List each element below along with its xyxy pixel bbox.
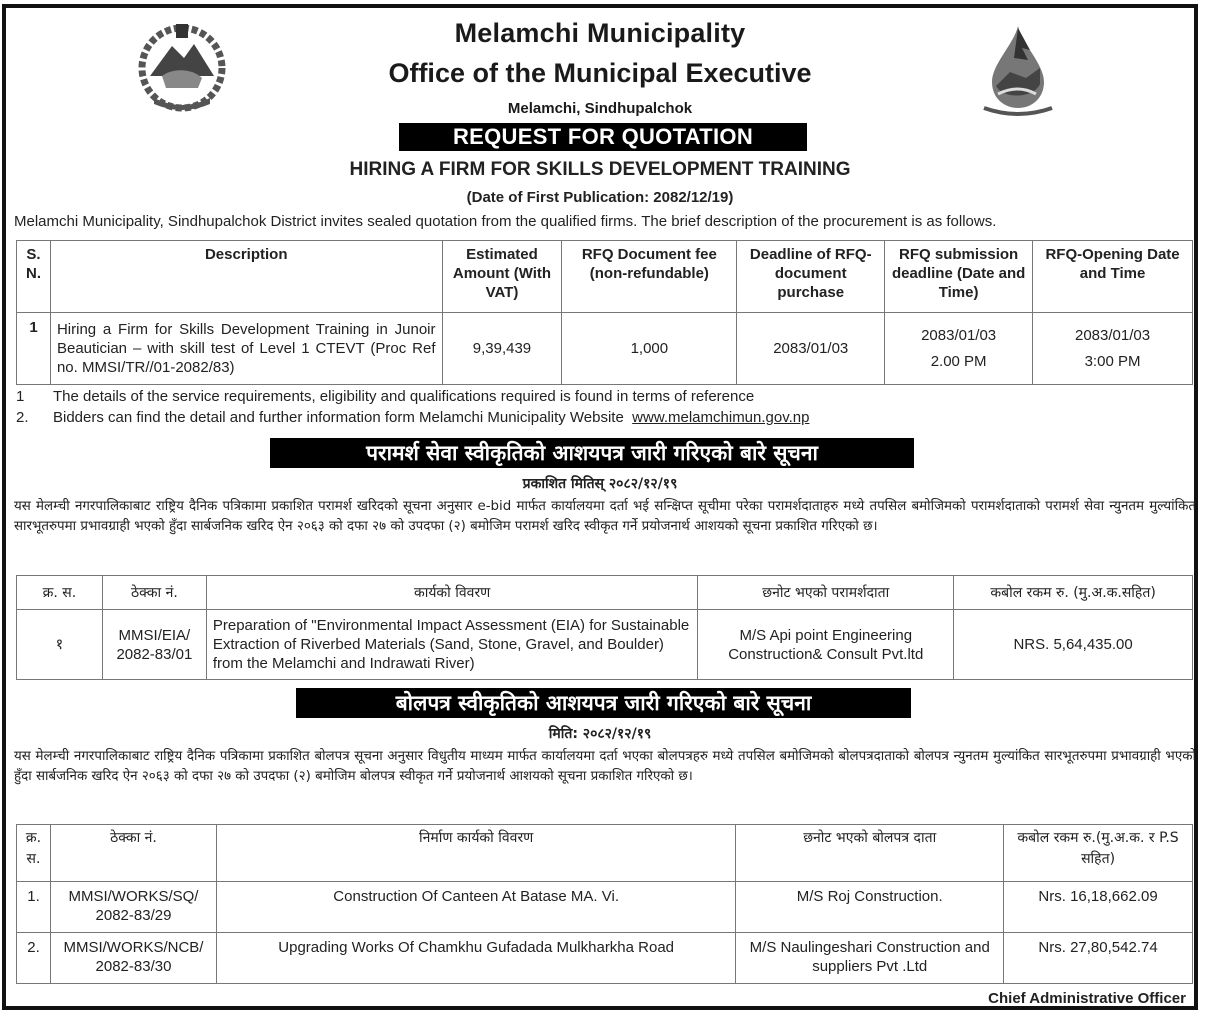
opening-datetime [1033, 313, 1193, 385]
rfq-table [16, 240, 1193, 385]
consultancy-notice-date: प्रकाशित मितिस् २०८२/१२/१९ [522, 476, 678, 492]
table-row [17, 610, 1193, 680]
rfq-banner: REQUEST FOR QUOTATION [399, 123, 807, 151]
column-header: ठेक्का नं. [50, 825, 216, 882]
column-header: छनोट भएको परामर्शदाता [698, 576, 954, 610]
submission-time: 2.00 PM [930, 352, 987, 370]
contract-number: MMSI/WORKS/NCB/ 2082-83/30 [50, 933, 216, 984]
column-header: निर्माण कार्यको विवरण [216, 825, 735, 882]
rfq-publication-date: (Date of First Publication: 2082/12/19) [466, 189, 734, 206]
selected-bidder: M/S Naulingeshari Construction and suppliers Pvt .Ltd [736, 933, 1004, 984]
column-header: कबोल रकम रु. (मु.अ.क.सहित) [954, 576, 1193, 610]
column-header: RFQ Document fee (non-refundable) [562, 241, 737, 313]
procurement-description: Hiring a Firm for Skills Development Training in Junoir Beautician – with skill test of Level 1 CTEVT (Proc Ref no. MMSI/TR//01-2082/83) [50, 313, 442, 385]
column-header: क्र. स. [17, 825, 51, 882]
signature-title: Chief Administrative Officer [988, 990, 1186, 1007]
bid-notice-banner: बोलपत्र स्वीकृतिको आशयपत्र जारी गरिएको बारे सूचना [296, 688, 911, 718]
work-description: Upgrading Works Of Chamkhu Gufadada Mulkharkha Road [216, 933, 735, 984]
selected-consultant: M/S Api point Engineering Construction& Consult Pvt.ltd [698, 610, 954, 680]
work-description: Construction Of Canteen At Batase MA. Vi. [216, 882, 735, 933]
serial-number: 2. [17, 933, 51, 984]
selected-bidder: M/S Roj Construction. [736, 882, 1004, 933]
bid-amount: NRS. 5,64,435.00 [954, 610, 1193, 680]
table-header-row [17, 576, 1193, 610]
website-link[interactable]: www.melamchimun.gov.np [632, 409, 810, 426]
work-description: Preparation of "Environmental Impact Assessment (EIA) for Sustainable Extraction of Riverbed Materials (Sand, Stone, Gravel, and Boulder) from the Melamchi and Indrawati River) [206, 610, 698, 680]
works-table [16, 824, 1193, 984]
table-header-row [17, 825, 1193, 882]
note-text [53, 407, 809, 428]
note-item [16, 386, 809, 407]
consultancy-notice-banner: परामर्श सेवा स्वीकृतिको आशयपत्र जारी गरिएको बारे सूचना [270, 438, 914, 468]
table-row [17, 882, 1193, 933]
column-header: क्र. स. [17, 576, 103, 610]
note-text-body: Bidders can find the detail and further information form Melamchi Municipality Website [53, 409, 628, 426]
note-number: 1 [16, 388, 25, 405]
serial-number: 1 [17, 313, 51, 385]
serial-number: 1. [17, 882, 51, 933]
column-header: RFQ submission deadline (Date and Time) [885, 241, 1033, 313]
opening-date: 2083/01/03 [1075, 326, 1151, 344]
submission-deadline [885, 313, 1033, 385]
note-item [16, 407, 809, 428]
purchase-deadline: 2083/01/03 [737, 313, 885, 385]
consultancy-table [16, 575, 1193, 680]
column-header: Estimated Amount (With VAT) [442, 241, 562, 313]
bid-notice-date: मिति: २०८२/१२/१९ [548, 726, 652, 742]
rfq-intro: Melamchi Municipality, Sindhupalchok District invites sealed quotation from the qualified firms. The brief description of the procurement is as follows. [14, 213, 997, 230]
table-header-row [17, 241, 1193, 313]
serial-number: १ [17, 610, 103, 680]
document-fee: 1,000 [562, 313, 737, 385]
office-location: Melamchi, Sindhupalchok [507, 100, 693, 117]
municipality-name: Melamchi Municipality [454, 18, 746, 48]
submission-date: 2083/01/03 [921, 326, 997, 344]
note-text: The details of the service requirements, eligibility and qualifications required is found in terms of reference [53, 388, 755, 405]
consultancy-notice-paragraph: यस मेलम्ची नगरपालिकाबाट राष्ट्रिय दैनिक पत्रिकामा प्रकाशित परामर्श खरिदको सूचना अनुसार e-bid मार्फत कार्यालयमा दर्ता भई सन्क्षिप्त सूचीमा परेका परामर्शदाताहरु मध्ये तपसिल बमोजिमको परामर्शदाताको परामर्श सेवा न्युनतम मुल्यांकित सारभूतरुपमा प्रभावग्राही भएको हुँदा सार्बजनिक खरिद ऐन २०६३ को दफा २७ को उपदफा (२) बमोजिम परामर्श खरिद स्वीकृत गर्ने प्रयोजनार्थ आशयको सूचना प्रकाशित गरिएको छ। [14, 499, 1196, 534]
rfq-subtitle: HIRING A FIRM FOR SKILLS DEVELOPMENT TRAINING [349, 159, 851, 180]
rfq-notes [16, 386, 809, 428]
column-header: कार्यको विवरण [206, 576, 698, 610]
bid-amount: Nrs. 27,80,542.74 [1004, 933, 1193, 984]
column-header: कबोल रकम रु.(मु.अ.क. र P.S सहित) [1004, 825, 1193, 882]
column-header: ठेक्का नं. [102, 576, 206, 610]
column-header: RFQ-Opening Date and Time [1033, 241, 1193, 313]
table-row [17, 933, 1193, 984]
office-name: Office of the Municipal Executive [388, 58, 812, 88]
contract-number: MMSI/WORKS/SQ/ 2082-83/29 [50, 882, 216, 933]
column-header: Description [50, 241, 442, 313]
column-header: छनोट भएको बोलपत्र दाता [736, 825, 1004, 882]
contract-number: MMSI/EIA/ 2082-83/01 [102, 610, 206, 680]
table-row [17, 313, 1193, 385]
notice-frame [2, 4, 1198, 1010]
column-header: Deadline of RFQ-document purchase [737, 241, 885, 313]
bid-amount: Nrs. 16,18,662.09 [1004, 882, 1193, 933]
column-header: S. N. [17, 241, 51, 313]
bid-notice-paragraph: यस मेलम्ची नगरपालिकाबाट राष्ट्रिय दैनिक पत्रिकामा प्रकाशित बोलपत्र सूचना अनुसार विधुतीय माध्यम मार्फत कार्यालयमा दर्ता भएका बोलपत्रहरु मध्ये तपसिल बमोजिमको बोलपत्रदाताको बोलपत्र न्युनतम मुल्यांकित सारभूतरुपमा प्रभावग्राही भएको हुँदा सार्बजनिक खरिद ऐन २०६३ को दफा २७ को उपदफा (२) बमोजिम बोलपत्र स्वीकृत गर्ने प्रयोजनार्थ आशयको सूचना प्रकाशित गरिएको छ। [14, 749, 1196, 784]
note-number: 2. [16, 409, 29, 426]
opening-time: 3:00 PM [1084, 352, 1141, 370]
estimated-amount: 9,39,439 [442, 313, 562, 385]
